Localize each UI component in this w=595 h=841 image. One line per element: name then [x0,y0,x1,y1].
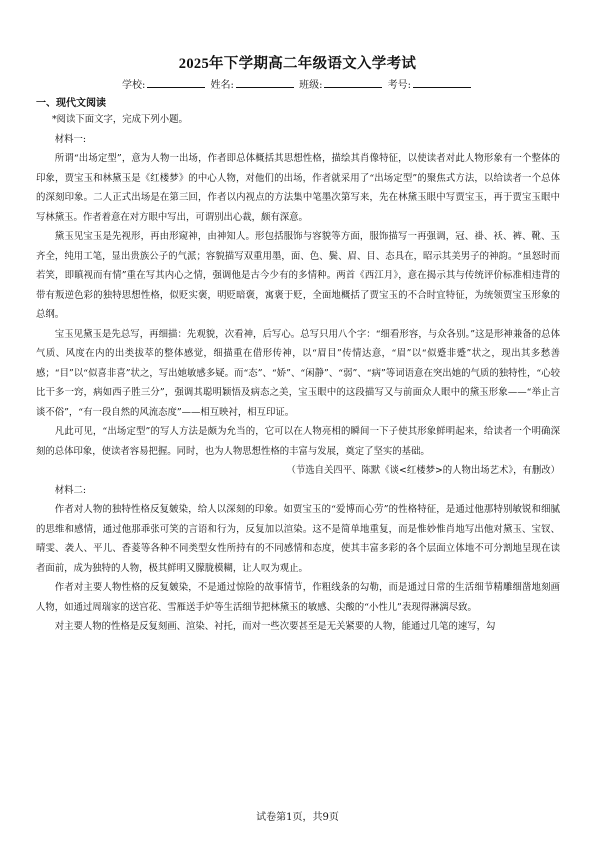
material1-source: （节选自关四平、陈默《谈<红楼梦>的人物出场艺术》，有删改） [286,465,560,476]
student-info-line [0,76,595,91]
material1-paragraph: 所谓“出场定型”，意为人物一出场，作者即总体概括其思想性格，描绘其肖像特征，以使读者对此人物形象有一个整体的印象，贾宝玉和林黛玉是《红楼梦》的中心人物，对他们的出场，作者就采用了“出场定型”的聚焦式方法，以给读者一个总体的深刻印象。二人正式出场是在第三回，作者以内视点的方法集中笔墨次第写来，先在林黛玉眼中写贾宝玉，再于贾宝玉眼中写林黛玉。作者着意在对方眼中写出，可谓别出心裁，颇有深意。 [36,153,560,223]
reading-content [36,110,560,637]
exam-no-blank[interactable] [413,78,471,88]
instruction: *阅读下面文字，完成下列小题。 [51,114,188,125]
material1-paragraph: 宝玉见黛玉是先总写，再细描：先观貌，次看神，后写心。总写只用八个字：“细看形容，与众各别。”这是形神兼备的总体气质、风度在内的出类拔萃的整体感觉，细描重在借形传神，以“眉目”传情达意，“眉”以“似蹙非蹙”状之，现出其多愁善感；“目”以“似喜非喜”状之，写出她敏感多疑。而“态”、“娇”、“闲静”、“弱”、“病”等词语意在突出她的气质的独特性，“心较比干多一窍，病如西子胜三分”，强调其聪明颖悟及病态之美，宝玉眼中的这段描写又与前面众人眼中的黛玉形象——“举止言谈不俗”，“有一段自然的风流态度”——相互映衬，相互印证。 [36,328,560,418]
page-footer: 试卷第1页，共9页 [256,812,339,823]
material1-paragraph: 凡此可见，“出场定型”的写人方法是颇为允当的，它可以在人物亮相的瞬间一下子使其形象鲜明起来，给读者一个明确深刻的总体印象，使读者容易把握。同时，也为人物思想性格的丰富与发展，奠定了坚实的基础。 [36,426,560,457]
material2-paragraph: 作者对主要人物性格的反复皴染，不是通过惊险的故事情节，作粗线条的勾勒，而是通过日常的生活细节精雕细凿地刻画人物，如通过周瑞家的送宫花、雪雁送手炉等生活细节把林黛玉的敏感、尖酸的“小性儿”表现得淋漓尽致。 [36,582,560,613]
material2-paragraph: 对主要人物的性格是反复刻画、渲染、衬托，而对一些次要甚至是无关紧要的人物，能通过几笔的速写，勾 [54,621,496,632]
name-label: 姓名: [210,80,234,91]
material1-label: 材料一: [54,133,87,145]
school-label: 学校: [121,80,146,91]
section-heading: 一、现代文阅读 [36,98,106,109]
material1-paragraph: 黛玉见宝玉是先视形，再由形窥神，由神知人。形包括服饰与容貌等方面，服饰描写一再强调，冠、褂、袄、裤、靴、玉齐全，纯用工笔，显出贵族公子的气派；容貌描写双重用墨，面、色、鬓、眉、目、态具在，昭示其美男子的神韵。“虽怒时而若笑，即瞋视而有情”重在写其内心之情，强调他是古今少有的多情种。两首《西江月》，意在揭示其与传统评价标准相违背的带有叛逆色彩的独特思想性格，似贬实褒，明贬暗褒，寓褒于贬，全面地概括了贾宝玉的不合时宜特征，为统领贾宝玉形象的总纲。 [36,231,560,320]
name-blank[interactable] [236,78,294,88]
class-label: 班级: [299,80,323,91]
material2-label: 材料二: [54,484,87,496]
class-blank[interactable] [324,78,382,88]
school-blank[interactable] [147,78,205,88]
exam-title: 2025年下学期高二年级语文入学考试 [178,56,417,72]
exam-no-label: 考号: [387,80,412,91]
material2-paragraph: 作者对人物的独特性格反复皴染，给人以深刻的印象。如贾宝玉的“爱博而心劳”的性格特征，是通过他那特别敏锐和细腻的思维和感情，通过他那乖张可笑的言语和行为，反复加以渲染。这不是简单地重复，而是惟妙惟肖地写出他对黛玉、宝钗、晴雯、袭人、平儿、香菱等各种不同类型女性所持有的不同感情和态度，使其丰富多彩的各个层面立体地不可分割地呈现在读者面前，成为独特的人物，极其鲜明又朦胧模糊，让人叹为观止。 [36,504,560,574]
